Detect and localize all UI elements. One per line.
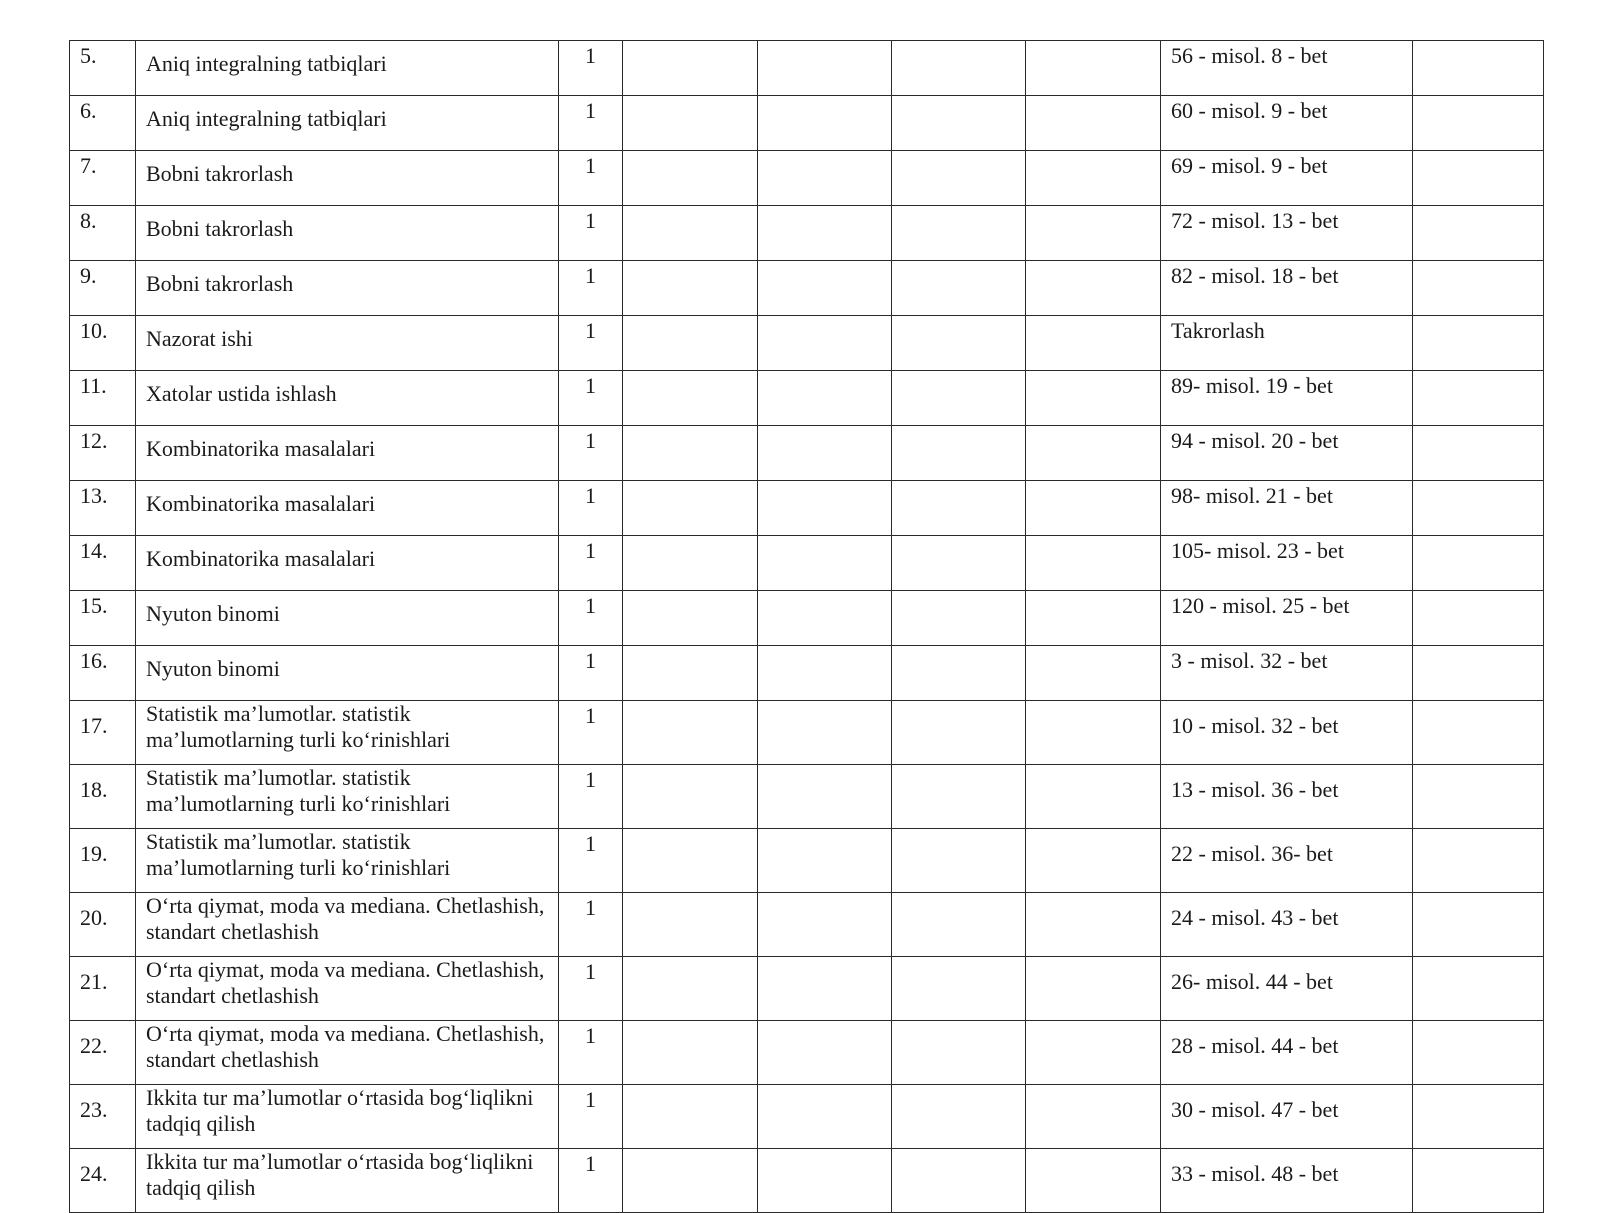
lesson-topic-cell: Bobni takrorlash xyxy=(136,261,559,316)
lesson-topic-cell: O‘rta qiymat, moda va mediana. Chetlashish, standart chetlashish xyxy=(136,957,559,1021)
lesson-hours-cell: 1 xyxy=(559,316,623,371)
empty-cell xyxy=(892,41,1026,96)
empty-cell xyxy=(892,96,1026,151)
empty-cell xyxy=(758,1149,892,1213)
homework-cell: 33 - misol. 48 - bet xyxy=(1161,1149,1413,1213)
lesson-hours-cell: 1 xyxy=(559,426,623,481)
empty-cell xyxy=(892,481,1026,536)
empty-cell xyxy=(1026,646,1161,701)
table-row xyxy=(70,96,1544,151)
lesson-number-cell: 23. xyxy=(70,1085,136,1149)
empty-cell xyxy=(892,646,1026,701)
empty-cell xyxy=(758,481,892,536)
empty-cell xyxy=(892,701,1026,765)
empty-cell xyxy=(623,96,758,151)
homework-cell: 10 - misol. 32 - bet xyxy=(1161,701,1413,765)
empty-cell xyxy=(1413,1021,1544,1085)
lesson-hours-cell: 1 xyxy=(559,957,623,1021)
lesson-hours-cell: 1 xyxy=(559,646,623,701)
lesson-hours-cell: 1 xyxy=(559,481,623,536)
lesson-number-cell: 12. xyxy=(70,426,136,481)
lesson-topic-cell: Ikkita tur ma’lumotlar o‘rtasida bog‘liqlikni tadqiq qilish xyxy=(136,1085,559,1149)
lesson-hours-cell: 1 xyxy=(559,1021,623,1085)
empty-cell xyxy=(1413,646,1544,701)
empty-cell xyxy=(1413,591,1544,646)
lesson-hours-cell: 1 xyxy=(559,536,623,591)
table-row xyxy=(70,893,1544,957)
lesson-topic-cell: Statistik ma’lumotlar. statistik ma’lumotlarning turli ko‘rinishlari xyxy=(136,701,559,765)
empty-cell xyxy=(1413,893,1544,957)
empty-cell xyxy=(623,829,758,893)
empty-cell xyxy=(1026,481,1161,536)
homework-cell: 105- misol. 23 - bet xyxy=(1161,536,1413,591)
empty-cell xyxy=(758,96,892,151)
empty-cell xyxy=(623,701,758,765)
lesson-topic-cell: O‘rta qiymat, moda va mediana. Chetlashish, standart chetlashish xyxy=(136,893,559,957)
lesson-topic-cell: Aniq integralning tatbiqlari xyxy=(136,96,559,151)
empty-cell xyxy=(1413,96,1544,151)
empty-cell xyxy=(1413,957,1544,1021)
homework-cell: 89- misol. 19 - bet xyxy=(1161,371,1413,426)
lesson-number-cell: 9. xyxy=(70,261,136,316)
table-row xyxy=(70,829,1544,893)
empty-cell xyxy=(758,957,892,1021)
empty-cell xyxy=(892,829,1026,893)
homework-cell: 28 - misol. 44 - bet xyxy=(1161,1021,1413,1085)
empty-cell xyxy=(892,765,1026,829)
empty-cell xyxy=(758,426,892,481)
table-row xyxy=(70,591,1544,646)
homework-cell: 69 - misol. 9 - bet xyxy=(1161,151,1413,206)
empty-cell xyxy=(1413,261,1544,316)
lesson-hours-cell: 1 xyxy=(559,829,623,893)
empty-cell xyxy=(1413,151,1544,206)
empty-cell xyxy=(623,151,758,206)
homework-cell: 98- misol. 21 - bet xyxy=(1161,481,1413,536)
table-row xyxy=(70,261,1544,316)
empty-cell xyxy=(1026,957,1161,1021)
empty-cell xyxy=(623,261,758,316)
empty-cell xyxy=(1026,261,1161,316)
table-row xyxy=(70,481,1544,536)
empty-cell xyxy=(892,206,1026,261)
lesson-number-cell: 7. xyxy=(70,151,136,206)
lesson-number-cell: 5. xyxy=(70,41,136,96)
table-row xyxy=(70,1149,1544,1213)
empty-cell xyxy=(892,893,1026,957)
empty-cell xyxy=(1026,591,1161,646)
empty-cell xyxy=(758,646,892,701)
empty-cell xyxy=(623,1021,758,1085)
lesson-number-cell: 19. xyxy=(70,829,136,893)
empty-cell xyxy=(758,316,892,371)
empty-cell xyxy=(1026,151,1161,206)
empty-cell xyxy=(623,646,758,701)
lesson-number-cell: 17. xyxy=(70,701,136,765)
empty-cell xyxy=(1413,1085,1544,1149)
lesson-hours-cell: 1 xyxy=(559,151,623,206)
lesson-hours-cell: 1 xyxy=(559,261,623,316)
empty-cell xyxy=(1413,1149,1544,1213)
empty-cell xyxy=(892,591,1026,646)
empty-cell xyxy=(1026,1149,1161,1213)
homework-cell: 24 - misol. 43 - bet xyxy=(1161,893,1413,957)
empty-cell xyxy=(1026,96,1161,151)
lesson-number-cell: 22. xyxy=(70,1021,136,1085)
homework-cell: 72 - misol. 13 - bet xyxy=(1161,206,1413,261)
empty-cell xyxy=(1026,41,1161,96)
empty-cell xyxy=(1026,701,1161,765)
homework-cell: 94 - misol. 20 - bet xyxy=(1161,426,1413,481)
empty-cell xyxy=(1413,426,1544,481)
empty-cell xyxy=(1026,206,1161,261)
homework-cell: 56 - misol. 8 - bet xyxy=(1161,41,1413,96)
table-row xyxy=(70,701,1544,765)
empty-cell xyxy=(892,371,1026,426)
homework-cell: 22 - misol. 36- bet xyxy=(1161,829,1413,893)
empty-cell xyxy=(623,591,758,646)
table-row xyxy=(70,151,1544,206)
empty-cell xyxy=(1026,765,1161,829)
lesson-number-cell: 16. xyxy=(70,646,136,701)
empty-cell xyxy=(623,41,758,96)
empty-cell xyxy=(758,765,892,829)
empty-cell xyxy=(1026,316,1161,371)
lesson-number-cell: 10. xyxy=(70,316,136,371)
empty-cell xyxy=(758,206,892,261)
lesson-number-cell: 20. xyxy=(70,893,136,957)
empty-cell xyxy=(623,426,758,481)
lesson-plan-table xyxy=(69,40,1544,1213)
homework-cell: 13 - misol. 36 - bet xyxy=(1161,765,1413,829)
empty-cell xyxy=(1413,701,1544,765)
empty-cell xyxy=(758,536,892,591)
empty-cell xyxy=(1026,1085,1161,1149)
homework-cell: 60 - misol. 9 - bet xyxy=(1161,96,1413,151)
lesson-hours-cell: 1 xyxy=(559,1085,623,1149)
table-row xyxy=(70,957,1544,1021)
lesson-hours-cell: 1 xyxy=(559,1149,623,1213)
table-row xyxy=(70,765,1544,829)
empty-cell xyxy=(1413,41,1544,96)
lesson-topic-cell: Aniq integralning tatbiqlari xyxy=(136,41,559,96)
empty-cell xyxy=(1413,536,1544,591)
lesson-hours-cell: 1 xyxy=(559,371,623,426)
table-row xyxy=(70,41,1544,96)
lesson-hours-cell: 1 xyxy=(559,765,623,829)
empty-cell xyxy=(1026,536,1161,591)
lesson-hours-cell: 1 xyxy=(559,41,623,96)
lesson-topic-cell: Statistik ma’lumotlar. statistik ma’lumotlarning turli ko‘rinishlari xyxy=(136,829,559,893)
lesson-topic-cell: O‘rta qiymat, moda va mediana. Chetlashish, standart chetlashish xyxy=(136,1021,559,1085)
empty-cell xyxy=(1026,1021,1161,1085)
empty-cell xyxy=(623,957,758,1021)
homework-cell: 120 - misol. 25 - bet xyxy=(1161,591,1413,646)
empty-cell xyxy=(1413,371,1544,426)
empty-cell xyxy=(1026,371,1161,426)
lesson-topic-cell: Nazorat ishi xyxy=(136,316,559,371)
empty-cell xyxy=(758,1085,892,1149)
lesson-hours-cell: 1 xyxy=(559,591,623,646)
lesson-number-cell: 18. xyxy=(70,765,136,829)
lesson-hours-cell: 1 xyxy=(559,701,623,765)
empty-cell xyxy=(623,481,758,536)
empty-cell xyxy=(892,151,1026,206)
empty-cell xyxy=(1026,829,1161,893)
empty-cell xyxy=(758,151,892,206)
homework-cell: 3 - misol. 32 - bet xyxy=(1161,646,1413,701)
lesson-number-cell: 13. xyxy=(70,481,136,536)
empty-cell xyxy=(1413,765,1544,829)
empty-cell xyxy=(892,316,1026,371)
lesson-topic-cell: Kombinatorika masalalari xyxy=(136,536,559,591)
lesson-topic-cell: Nyuton binomi xyxy=(136,591,559,646)
table-row xyxy=(70,426,1544,481)
empty-cell xyxy=(1026,893,1161,957)
homework-cell: 30 - misol. 47 - bet xyxy=(1161,1085,1413,1149)
lesson-plan-body xyxy=(70,41,1544,1213)
empty-cell xyxy=(623,371,758,426)
empty-cell xyxy=(892,261,1026,316)
lesson-topic-cell: Kombinatorika masalalari xyxy=(136,426,559,481)
lesson-topic-cell: Xatolar ustida ishlash xyxy=(136,371,559,426)
lesson-topic-cell: Kombinatorika masalalari xyxy=(136,481,559,536)
homework-cell: 82 - misol. 18 - bet xyxy=(1161,261,1413,316)
lesson-topic-cell: Nyuton binomi xyxy=(136,646,559,701)
empty-cell xyxy=(758,261,892,316)
lesson-topic-cell: Ikkita tur ma’lumotlar o‘rtasida bog‘liqlikni tadqiq qilish xyxy=(136,1149,559,1213)
empty-cell xyxy=(1026,426,1161,481)
empty-cell xyxy=(758,701,892,765)
table-row xyxy=(70,536,1544,591)
table-row xyxy=(70,206,1544,261)
lesson-number-cell: 6. xyxy=(70,96,136,151)
empty-cell xyxy=(758,829,892,893)
homework-cell: Takrorlash xyxy=(1161,316,1413,371)
lesson-number-cell: 14. xyxy=(70,536,136,591)
lesson-hours-cell: 1 xyxy=(559,206,623,261)
empty-cell xyxy=(1413,206,1544,261)
empty-cell xyxy=(892,1085,1026,1149)
empty-cell xyxy=(1413,481,1544,536)
empty-cell xyxy=(1413,316,1544,371)
lesson-topic-cell: Bobni takrorlash xyxy=(136,151,559,206)
lesson-number-cell: 21. xyxy=(70,957,136,1021)
empty-cell xyxy=(758,1021,892,1085)
empty-cell xyxy=(892,957,1026,1021)
empty-cell xyxy=(758,371,892,426)
table-row xyxy=(70,371,1544,426)
empty-cell xyxy=(623,1085,758,1149)
lesson-number-cell: 11. xyxy=(70,371,136,426)
lesson-number-cell: 8. xyxy=(70,206,136,261)
empty-cell xyxy=(758,591,892,646)
table-row xyxy=(70,646,1544,701)
lesson-topic-cell: Bobni takrorlash xyxy=(136,206,559,261)
homework-cell: 26- misol. 44 - bet xyxy=(1161,957,1413,1021)
empty-cell xyxy=(892,426,1026,481)
empty-cell xyxy=(892,536,1026,591)
empty-cell xyxy=(623,316,758,371)
empty-cell xyxy=(623,765,758,829)
empty-cell xyxy=(623,1149,758,1213)
empty-cell xyxy=(892,1149,1026,1213)
lesson-hours-cell: 1 xyxy=(559,96,623,151)
empty-cell xyxy=(1413,829,1544,893)
lesson-hours-cell: 1 xyxy=(559,893,623,957)
empty-cell xyxy=(623,893,758,957)
table-row xyxy=(70,316,1544,371)
empty-cell xyxy=(758,41,892,96)
lesson-topic-cell: Statistik ma’lumotlar. statistik ma’lumotlarning turli ko‘rinishlari xyxy=(136,765,559,829)
table-row xyxy=(70,1021,1544,1085)
lesson-number-cell: 15. xyxy=(70,591,136,646)
table-row xyxy=(70,1085,1544,1149)
empty-cell xyxy=(623,206,758,261)
empty-cell xyxy=(758,893,892,957)
empty-cell xyxy=(623,536,758,591)
lesson-number-cell: 24. xyxy=(70,1149,136,1213)
empty-cell xyxy=(892,1021,1026,1085)
